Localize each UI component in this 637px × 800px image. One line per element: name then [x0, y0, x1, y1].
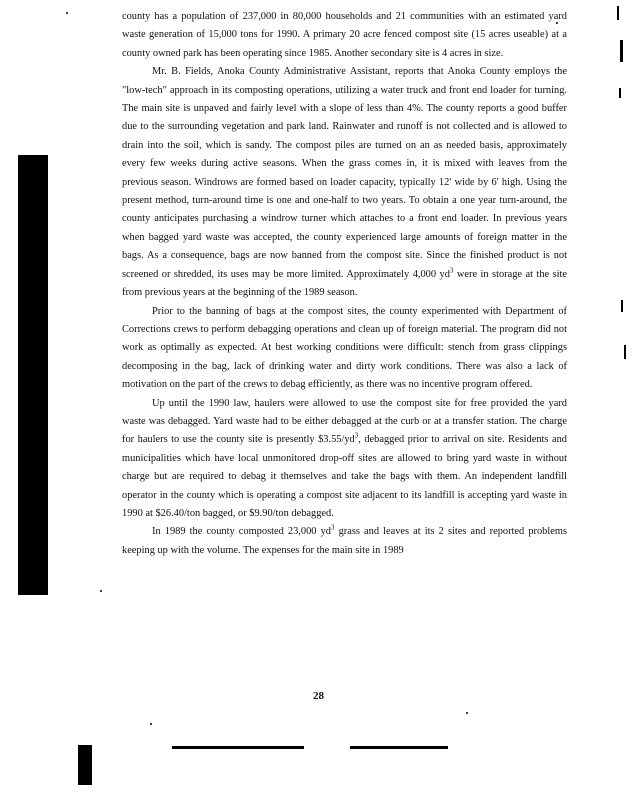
- scan-artifact-bottom-bar: [78, 745, 92, 785]
- footer-rule-left: [172, 746, 304, 749]
- scan-speck: [150, 723, 152, 725]
- scan-edge-mark: [617, 6, 619, 20]
- paragraph: [122, 523, 567, 560]
- paragraph-text: , debagged prior to arrival on site. Residents and municipalities which have local unmonitored drop-off sites are allowed to bring yard waste in without charge but are required to debag it themselves and take the bags with them. An independent landfill operator in the county which is operating a compost site adjacent to its landfill is accepting yard waste in 1990 at $26.40/ton bagged, or $9.90/ton debagged.: [122, 434, 567, 519]
- paragraph: [122, 303, 567, 395]
- scan-edge-mark: [621, 300, 623, 312]
- paragraph-text: Prior to the banning of bags at the compost sites, the county experimented with Department of Corrections crews to perform debagging operations and clean up of foreign material. The program did not work as optimally as expected. At best working conditions were difficult: stench from grass clippings decomposing in the bag, lack of drinking water and dirty work conditions. There was also a lack of motivation on the part of the crews to debag efficiently, as there was no incentive program offered.: [122, 305, 567, 391]
- scan-edge-mark: [619, 88, 621, 98]
- superscript: 3: [330, 523, 335, 532]
- page-number: 28: [313, 690, 324, 702]
- scan-speck: [466, 712, 468, 714]
- superscript: 3: [449, 266, 454, 275]
- superscript: 3: [354, 431, 359, 440]
- scan-edge-mark: [624, 345, 626, 359]
- paragraph: [122, 63, 567, 302]
- scan-speck: [100, 590, 102, 592]
- scan-artifact-left-bar: [18, 155, 48, 595]
- footer-rule-right: [350, 746, 448, 749]
- paragraph-text: In 1989 the county composted 23,000 yd: [152, 526, 331, 538]
- paragraph-text: grass and leaves at its 2 sites and reported problems keeping up with the volume. The expenses for the main site in 1989: [122, 526, 567, 556]
- document-body: [122, 8, 567, 560]
- paragraph: [122, 8, 567, 63]
- paragraph-text: were in storage at the site from previous years at the beginning of the 1989 season.: [122, 268, 568, 299]
- scan-speck: [66, 12, 68, 14]
- scan-edge-mark: [620, 40, 623, 62]
- paragraph-text: Mr. B. Fields, Anoka County Administrative Assistant, reports that Anoka County employs the "low-tech" approach in its composting operations, utilizing a water truck and front end loader for turning. The main site is unpaved and fairly level with a slope of less than 4%. The county reports a good buffer due to the surrounding vegetation and park land. Rainwater and runoff is not collected and is allowed to drain into the soil, which is sandy. The compost piles are turned on an as needed basis, approximately every few weeks during active seasons. When the grass comes in, it is mixed with leaves from the previous season. Windrows are formed based on loader capacity, typically 12' wide by 6' high. Using the present method, turn-around time is one and one-half to two years. To obtain a one year turn-around, the county anticipates purchasing a windrow turner which attaches to a front end loader. In previous years when bagged yard waste was accepted, the county experienced large amounts of foreign matter in the bags. As a consequence, bags are now banned from the compost site. Since the finished product is not screened or shredded, its uses may be more limited. Approximately 4,000 yd: [122, 66, 567, 280]
- paragraph-text: county has a population of 237,000 in 80,000 households and 21 communities with an estimated yard waste generation of 15,000 tons for 1990. A primary 20 acre fenced compost site (15 acres useable) at a county owned park has been operating since 1985. Another secondary site is 4 acres in size.: [122, 11, 567, 59]
- paragraph: [122, 395, 567, 524]
- paragraph-text: Up until the 1990 law, haulers were allowed to use the compost site for free provided the yard waste was debagged. Yard waste had to be either debagged at the curb or at a transfer station. The charge for haulers to use the county site is presently $3.55/yd: [122, 397, 567, 446]
